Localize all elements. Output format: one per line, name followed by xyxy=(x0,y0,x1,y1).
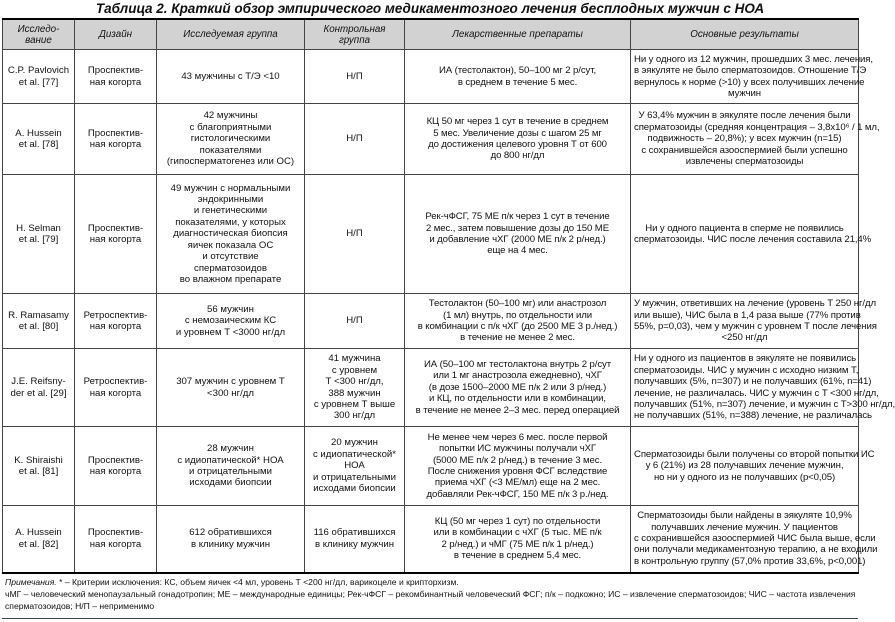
cell-line: 300 нг/дл xyxy=(333,410,376,422)
cell-line: Дизайн xyxy=(98,29,133,40)
cell-line: Проспектив- xyxy=(87,222,144,234)
study-cell xyxy=(3,294,75,349)
cell-line: Проспектив- xyxy=(87,454,144,466)
table-row xyxy=(3,104,859,175)
cell-line: 388 мужчин xyxy=(328,387,381,399)
cell-line: Ни у одного из 12 мужчин, прошедших 3 мес. лечения, xyxy=(634,53,873,65)
cell-line: с сохранившейся азооспермией ЧИС была выше, если xyxy=(634,533,876,545)
group-cell xyxy=(157,506,305,573)
cell-line: с идиопатической* xyxy=(312,448,397,460)
cell-line: 28 мужчин xyxy=(207,443,254,455)
cell-line: подвижность – 20,8%); у всех мужчин (n=15) xyxy=(647,133,842,145)
study-cell xyxy=(3,506,75,573)
cell-line: У мужчин, ответивших на лечение (уровень Т 250 нг/дл xyxy=(634,298,876,310)
cell-line: (в дозе 1500–2000 МЕ п/к 2 или 3 р/нед.) xyxy=(428,381,607,393)
cell-line: Рек-чФСГ, 75 МЕ п/к через 1 сут в течение xyxy=(425,211,610,223)
cell-line: 43 мужчины с Т/Э <10 xyxy=(181,70,280,82)
header-row xyxy=(3,19,859,50)
table-row xyxy=(3,349,859,427)
cell-line: 2 мес., затем повышение дозы до 150 МЕ xyxy=(426,222,609,234)
cell-line: R. Ramasamy xyxy=(8,309,69,321)
cell-line: Исследо- xyxy=(17,23,60,35)
header-design xyxy=(75,19,157,50)
cell-line: сперматозоиды. ЧИС после лечения составила 21,4% xyxy=(634,234,872,245)
cell-line: сперматозоидов xyxy=(194,262,267,274)
cell-line: с уровнем xyxy=(331,364,378,376)
header-study xyxy=(3,19,75,50)
cell-line: После снижения уровня ФСГ вследствие xyxy=(427,466,608,477)
cell-line: 49 мужчин с нормальными xyxy=(170,182,291,194)
cell-line: Не менее чем через 6 мес. после первой xyxy=(427,431,608,443)
notes-line: * – Критерии исключения: КС, объем яичек <4 мл, уровень Т <200 нг/дл, варикоцеле и крипторхизм. xyxy=(56,576,459,587)
control-cell xyxy=(305,104,405,175)
cell-line: и отрицательными xyxy=(189,466,272,477)
group-cell xyxy=(157,50,305,104)
cell-line: Ретроспектив- xyxy=(83,376,148,388)
design-cell xyxy=(75,175,157,294)
study-cell xyxy=(3,50,75,104)
cell-line: Основные результаты xyxy=(690,29,799,40)
cell-line: Контрольная xyxy=(323,23,386,35)
cell-line: (1 мл) внутрь, по отдельности или xyxy=(443,309,592,321)
cell-line: в клинику мужчин xyxy=(314,538,395,550)
cell-line: они получали медикаментозную терапию, а не входили xyxy=(634,544,878,556)
cell-line: в течение не менее 2–3 мес. перед операцией xyxy=(415,404,620,416)
cell-line: Н/П xyxy=(346,228,363,240)
cell-line: Ретроспектив- xyxy=(83,309,148,321)
cell-line: <300 нг/дл xyxy=(207,387,254,399)
cell-line: Н/П xyxy=(346,70,363,82)
cell-line: Н/П xyxy=(346,315,363,327)
study-cell xyxy=(3,104,75,175)
cell-line: Проспектив- xyxy=(87,127,144,139)
design-cell xyxy=(75,104,157,175)
cell-line: эндокринными xyxy=(197,194,264,206)
cell-line: или выше), ЧИС была в 1,4 раза выше (77% против xyxy=(634,309,861,321)
cell-line: K. Shiraishi xyxy=(14,454,63,466)
results-cell xyxy=(631,294,877,349)
cell-line: получавших (5%, n=307) и не получавших (61%, n=41) xyxy=(634,376,872,388)
control-cell xyxy=(305,294,405,349)
cell-line: ная когорта xyxy=(89,538,142,550)
cell-line: добавляли Рек-чФСГ, 150 МЕ п/к 3 р./нед. xyxy=(426,488,609,500)
notes-line: сперматозоидов; Н/П – неприменимо xyxy=(5,600,155,611)
cell-line: и уровнем Т <3000 нг/дл xyxy=(175,326,286,338)
cell-line: в течение в среднем 5,4 мес. xyxy=(453,550,582,562)
cell-line: получавших (51%, n=307) лечение, и мужчин с Т>300 нг/дл, xyxy=(634,398,895,410)
cell-line: или в комбинации с чХГ (5 тыс. МЕ п/к xyxy=(433,527,602,539)
cell-line: ная когорта xyxy=(89,321,142,332)
drugs-cell xyxy=(405,104,631,175)
cell-line: Н/П xyxy=(346,133,363,145)
drugs-cell xyxy=(405,506,631,573)
results-cell xyxy=(631,427,875,506)
cell-line: 5 мес. Увеличение дозы с шагом 25 мг xyxy=(433,127,602,139)
table-row xyxy=(3,175,859,294)
cell-line: исходами биопсии xyxy=(313,483,396,495)
table-row xyxy=(3,294,859,349)
results-cell xyxy=(631,104,880,175)
table-notes xyxy=(2,574,858,619)
cell-line: (5000 МЕ п/к 2 р/нед.) в течение 3 мес. xyxy=(432,454,603,466)
cell-line: гистологическими xyxy=(190,133,271,145)
control-cell xyxy=(305,50,405,104)
design-cell xyxy=(75,50,157,104)
cell-line: исходами биопсии xyxy=(189,477,272,489)
cell-line: с сохранившейся азооспермией были успешно xyxy=(641,144,848,156)
cell-line: 55%, p=0,03), чем у мужчин с уровнем Т после лечения xyxy=(634,321,877,332)
drugs-cell xyxy=(405,50,631,104)
cell-line: до достижения целевого уровня Т от 600 xyxy=(428,139,607,150)
header-results xyxy=(631,19,859,50)
cell-line: сперматозоиды (средняя концентрация – 3,8x10⁶ / 1 мл, xyxy=(634,121,880,133)
cell-line: Тестолактон (50–100 мг) или анастрозол xyxy=(428,298,607,310)
cell-line: Проспектив- xyxy=(87,527,144,539)
cell-line: der et al. [29] xyxy=(10,387,67,399)
cell-line: и КЦ, по отдельности или в комбинации, xyxy=(429,393,606,405)
table-row xyxy=(3,50,859,104)
group-cell xyxy=(157,104,305,175)
cell-line: группа xyxy=(338,34,371,46)
cell-line: J.E. Reifsny- xyxy=(11,376,66,388)
cell-line: Т <300 нг/дл, xyxy=(325,376,384,388)
cell-line: et al. [81] xyxy=(18,466,59,477)
header-group xyxy=(157,19,305,50)
control-cell xyxy=(305,427,405,506)
cell-line: во влажном препарате xyxy=(179,273,282,285)
cell-line: Лекарственные препараты xyxy=(452,29,583,40)
control-cell xyxy=(305,349,405,427)
study-cell xyxy=(3,427,75,506)
cell-line: получавших лечение мужчин. У пациентов xyxy=(651,521,838,533)
cell-line: ИА (тестолактон), 50–100 мг 2 р/сут, xyxy=(438,65,597,77)
cell-line: мужчин xyxy=(728,87,761,99)
cell-line: с немозаическим КС xyxy=(184,315,277,327)
cell-line: Сперматозоиды были получены со второй попытки ИС xyxy=(634,448,875,460)
table-row xyxy=(3,427,859,506)
cell-line: в эякуляте не было сперматозоидов. Отношение Т/Э xyxy=(634,65,867,77)
cell-line: A. Hussein xyxy=(15,127,62,139)
cell-line: вернулось к норме (>10) у всех получивших лечение xyxy=(634,76,865,88)
cell-line: 612 обратившихся xyxy=(189,527,272,539)
drugs-cell xyxy=(405,175,631,294)
cell-line: в контрольную группу (57,0% против 33,6%, p<0,001) xyxy=(634,555,866,567)
cell-line: показателями xyxy=(199,144,262,156)
cell-line: не получавших (51%, n=388) лечение, не различалась xyxy=(634,410,872,422)
cell-line: 307 мужчин с уровнем Т xyxy=(176,376,285,388)
cell-line: ная когорта xyxy=(89,466,142,477)
header-control xyxy=(305,19,405,50)
cell-line: но ни у одного из не получавших (p<0,05) xyxy=(653,471,836,483)
cell-line: еще на 4 мес. xyxy=(487,245,548,257)
table-page xyxy=(2,0,895,619)
cell-line: лечение, не различалась. ЧИС у мужчин с Т <300 нг/дл, xyxy=(634,387,879,399)
design-cell xyxy=(75,294,157,349)
cell-line: <250 нг/дл xyxy=(721,332,768,344)
drugs-cell xyxy=(405,427,631,506)
cell-line: и отрицательными xyxy=(313,471,396,483)
cell-line: с идиопатической* НОА xyxy=(177,454,284,466)
header-drugs xyxy=(405,19,631,50)
control-cell xyxy=(305,506,405,573)
results-cell xyxy=(631,506,878,573)
cell-line: у 6 (21%) из 28 получавших лечение мужчин, xyxy=(645,460,844,472)
notes-line: чМГ – человеческий менопаузальный гонадотропин; МЕ – международные единицы; Рек-чФСГ – рекомбинантный человеческий ФСГ; п/к – подкожно; ИС – извлечение сперматозоидов; ЧИС – частота извлечения xyxy=(5,588,856,599)
group-cell xyxy=(157,294,305,349)
study-cell xyxy=(3,175,75,294)
design-cell xyxy=(75,349,157,427)
cell-line: 20 мужчин xyxy=(331,437,378,449)
cell-line: 116 обратившихся xyxy=(313,527,396,539)
cell-line: и отсутствие xyxy=(202,251,259,263)
cell-line: попытки ИС мужчины получали чХГ xyxy=(438,443,597,455)
cell-line: H. Selman xyxy=(16,222,61,234)
cell-line: 56 мужчин xyxy=(207,303,254,315)
results-cell xyxy=(631,175,872,294)
cell-line: A. Hussein xyxy=(15,527,62,539)
cell-line: КЦ 50 мг через 1 сут в течение в среднем xyxy=(426,116,609,128)
cell-line: et al. [78] xyxy=(18,139,59,150)
cell-line: et al. [80] xyxy=(18,321,59,332)
cell-line: до 800 нг/дл xyxy=(490,150,545,162)
cell-line: в течение не менее 2 мес. xyxy=(460,332,575,344)
cell-line: извлечены сперматозоиды xyxy=(685,156,804,168)
drugs-cell xyxy=(405,349,631,427)
cell-line: Ни у одного пациента в сперме не появились xyxy=(645,222,844,234)
cell-line: У 63,4% мужчин в эякуляте после лечения были xyxy=(638,110,851,122)
cell-line: в комбинации с п/к чХГ (до 2500 МЕ 3 р./нед.) xyxy=(417,321,618,332)
design-cell xyxy=(75,427,157,506)
cell-line: и добавление чХГ (2000 МЕ п/к 2 р/нед.) xyxy=(429,234,606,245)
cell-line: 41 мужчина xyxy=(328,353,381,365)
table-row xyxy=(3,506,859,573)
cell-line: ная когорта xyxy=(89,234,142,245)
cell-line: с благоприятными xyxy=(189,121,272,133)
drugs-cell xyxy=(405,294,631,349)
cell-line: ная когорта xyxy=(89,387,142,399)
cell-line: КЦ (50 мг через 1 сут) по отдельности xyxy=(434,515,601,527)
cell-line: et al. [77] xyxy=(18,76,59,88)
cell-line: (гипосперматогенез или ОС) xyxy=(166,156,295,168)
cell-line: сперматозоиды. ЧИС у мужчин с исходно низким Т, xyxy=(634,364,859,376)
cell-line: ная когорта xyxy=(89,139,142,150)
group-cell xyxy=(157,427,305,506)
cell-line: в клинику мужчин xyxy=(190,538,271,550)
cell-line: 2 р/нед.) и чМГ (75 МЕ п/к 1 р/нед.) xyxy=(441,538,594,550)
cell-line: в среднем в течение 5 мес. xyxy=(457,76,578,88)
cell-line: приема чХГ (<3 МЕ/мл) еще на 2 мес. xyxy=(434,477,601,489)
cell-line: et al. [79] xyxy=(18,234,59,245)
cell-line: Проспектив- xyxy=(87,65,144,77)
cell-line: Сперматозоиды были найдены в эякуляте 10,9% xyxy=(637,510,852,522)
cell-line: и генетическими xyxy=(193,205,268,217)
cell-line: ИА (50–100 мг тестолактона внутрь 2 р/сут xyxy=(423,358,612,370)
control-cell xyxy=(305,175,405,294)
study-cell xyxy=(3,349,75,427)
group-cell xyxy=(157,175,305,294)
cell-line: или 1 мг анастрозола ежедневно), чХГ xyxy=(433,370,602,382)
cell-line: диагностическая биопсия xyxy=(173,228,288,240)
treatment-table xyxy=(2,18,895,574)
cell-line: вание xyxy=(25,34,52,46)
cell-line: с уровнем Т выше xyxy=(313,398,396,410)
cell-line: 42 мужчины xyxy=(203,110,258,122)
cell-line: яичек показала ОС xyxy=(187,239,274,251)
cell-line: НОА xyxy=(344,460,365,472)
group-cell xyxy=(157,349,305,427)
design-cell xyxy=(75,506,157,573)
results-cell xyxy=(631,349,895,427)
cell-line: Ни у одного из пациентов в эякуляте не появились xyxy=(634,353,857,365)
cell-line: показателями, у которых xyxy=(175,216,286,228)
cell-line: et al. [82] xyxy=(18,538,59,550)
cell-line: Исследуемая группа xyxy=(183,29,278,40)
table-caption: Таблица 2. Краткий обзор эмпирического медикаментозного лечения бесплодных мужчин с НОА xyxy=(95,1,765,16)
results-cell xyxy=(631,50,873,104)
notes-lead: Примечания. xyxy=(5,576,57,587)
cell-line: ная когорта xyxy=(89,76,142,88)
cell-line: C.P. Pavlovich xyxy=(7,65,70,77)
